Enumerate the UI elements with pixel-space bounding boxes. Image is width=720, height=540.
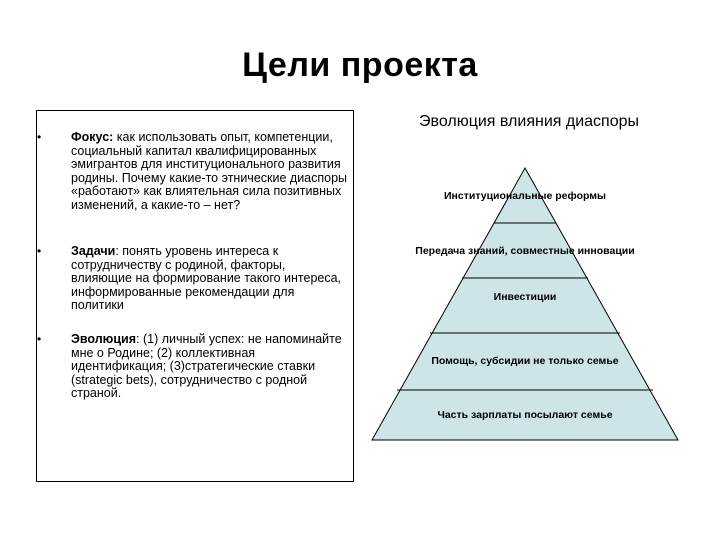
bullet-label-evolution: Эволюция (71, 332, 137, 346)
pyramid-level-4-label: Помощь, субсидии не только семье (431, 355, 619, 367)
bullet-text-evolution (71, 333, 349, 401)
diaspora-influence-pyramid (360, 150, 700, 450)
pyramid-level-2-label: Передача знаний, совместные инновации (415, 245, 635, 257)
bullet-label-focus: Фокус: (71, 130, 114, 144)
goals-text-box (36, 110, 354, 482)
bullet-dot: • (37, 130, 42, 144)
pyramid-shape (372, 168, 678, 440)
bullet-body-focus: как использовать опыт, компетенции, социальный капитал квалифицированных эмигрантов для институционального развития родины. Почему какие-то этнические диаспоры «работают» как влиятельная сила позитивных изменений, а какие-то – нет? (71, 130, 348, 212)
bullet-label-tasks: Задачи (71, 244, 116, 258)
slide-title: Цели проекта (242, 46, 478, 84)
pyramid-title: Эволюция влияния диаспоры (419, 113, 639, 130)
bullet-body-tasks: : понять уровень интереса к сотрудничеству с родиной, факторы, влияющие на формирование такого интереса, информированные рекомендации для политики (71, 244, 342, 312)
bullet-body-evolution: : (1) личный успех: не напоминайте мне о Родине; (2) коллективная идентификация; (3)стратегические ставки (strategic bets), сотрудничество с родной страной. (71, 332, 342, 400)
bullet-dot: • (37, 332, 42, 346)
bullet-text-focus (71, 131, 349, 212)
bullet-text-tasks (71, 245, 349, 313)
pyramid-level-3-label: Инвестиции (493, 291, 557, 303)
pyramid-level-1-label: Институциональные реформы (444, 190, 606, 202)
pyramid-level-5-label: Часть зарплаты посылают семье (437, 409, 613, 421)
bullet-dot: • (37, 244, 42, 258)
